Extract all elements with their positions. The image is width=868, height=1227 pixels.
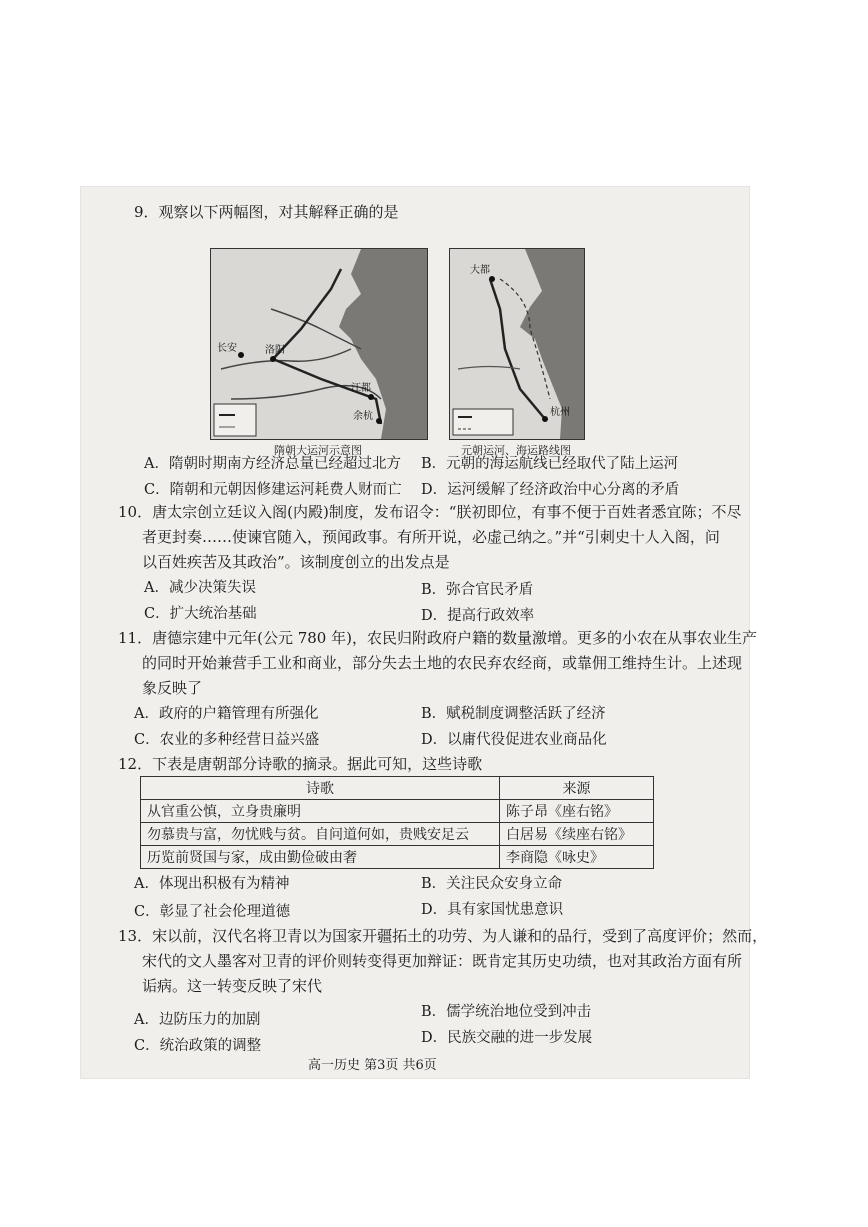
- source-cell: 白居易《续座右铭》: [500, 823, 654, 846]
- q10-option-a: A．减少决策失误: [144, 580, 256, 596]
- poem-cell: 从官重公慎，立身贵廉明: [141, 800, 500, 823]
- q13-stem-line: 13．宋以前，汉代名将卫青以为国家开疆拓土的功劳、为人谦和的品行，受到了高度评价；然而，: [118, 927, 768, 945]
- q12-option-b: B．关注民众安身立命: [421, 876, 563, 892]
- q13-stem: [118, 924, 767, 999]
- sui-map-label: 长安: [217, 343, 237, 354]
- yuan-map-label: 大都: [470, 265, 490, 276]
- source-column-header: 来源: [500, 777, 654, 800]
- source-cell: 陈子昂《座右铭》: [500, 800, 654, 823]
- sui-canal-map: [210, 248, 428, 440]
- q12-option-a: A．体现出积极有为精神: [134, 876, 290, 892]
- page-footer: 高一历史 第3页 共6页: [308, 1058, 437, 1073]
- poem-table: [140, 776, 654, 869]
- q11-option-c: C．农业的多种经营日益兴盛: [134, 732, 320, 748]
- q11-option-a: A．政府的户籍管理有所强化: [134, 706, 319, 722]
- q9-stem: 9．观察以下两幅图，对其解释正确的是: [134, 203, 399, 221]
- q10-option-c: C．扩大统治基础: [144, 606, 257, 622]
- sui-map-label: 洛阳: [265, 345, 285, 356]
- source-cell: 李商隐《咏史》: [500, 846, 654, 869]
- poem-cell: 勿慕贵与富，勿忧贱与贫。自问道何如，贵贱安足云: [141, 823, 500, 846]
- yuan-canal-map-drawing: [450, 249, 584, 439]
- q10-option-b: B．弥合官民矛盾: [421, 582, 534, 598]
- q11-stem-line: 11．唐德宗建中元年(公元 780 年)，农民归附政府户籍的数量激增。更多的小农在从事农业生产: [118, 629, 757, 647]
- q13-option-a: A．边防压力的加剧: [134, 1012, 261, 1028]
- table-row: [141, 823, 654, 846]
- q11-option-b: B．赋税制度调整活跃了经济: [421, 706, 606, 722]
- exam-paper: [80, 186, 768, 1079]
- q9-option-a: A．隋朝时期南方经济总量已经超过北方: [144, 456, 401, 472]
- q11-option-d: D．以庸代役促进农业商品化: [421, 732, 607, 748]
- q12-stem: 12．下表是唐朝部分诗歌的摘录。据此可知，这些诗歌: [118, 755, 483, 773]
- poem-table-header: [141, 777, 654, 800]
- sui-map-label: 江都: [351, 383, 371, 394]
- q10-stem-line: 者更封奏……使谏官随入，预闻政事。有所开说，必虚己纳之。”并“引刺史十人入阁，问: [142, 528, 720, 546]
- table-row: [141, 800, 654, 823]
- q10-stem: [118, 500, 741, 575]
- q9-option-d: D．运河缓解了经济政治中心分离的矛盾: [421, 482, 680, 498]
- q10-stem-line: 以百姓疾苦及其政治”。该制度创立的出发点是: [142, 553, 450, 571]
- q10-stem-line: 10．唐太宗创立廷议入阁(内殿)制度，发布诏令：“朕初即位，有事不便于百姓者悉宜陈；不尽: [118, 503, 742, 521]
- q13-option-b: B．儒学统治地位受到冲击: [421, 1004, 592, 1020]
- q12-option-d: D．具有家国忧患意识: [421, 902, 564, 918]
- q13-stem-line: 诟病。这一转变反映了宋代: [142, 977, 323, 995]
- yuan-canal-map: [449, 248, 585, 440]
- q13-stem-line: 宋代的文人墨客对卫青的评价则转变得更加辩证：既肯定其历史功绩，也对其政治方面有所: [142, 952, 743, 970]
- sui-map-label: 余杭: [353, 411, 373, 422]
- q11-stem-line: 象反映了: [142, 679, 203, 697]
- table-row: [141, 846, 654, 869]
- q12-option-c: C．彰显了社会伦理道德: [134, 904, 291, 920]
- q11-stem: [118, 626, 757, 701]
- q10-option-d: D．提高行政效率: [421, 608, 535, 624]
- poem-cell: 历览前贤国与家，成由勤俭破由奢: [141, 846, 500, 869]
- yuan-map-caption: 元朝运河、海运路线图: [461, 444, 571, 457]
- yuan-map-label: 杭州: [550, 407, 570, 418]
- q9-option-b: B．元朝的海运航线已经取代了陆上运河: [421, 456, 679, 472]
- sui-canal-map-drawing: [211, 249, 427, 439]
- q13-option-c: C．统治政策的调整: [134, 1038, 262, 1054]
- q9-option-c: C．隋朝和元朝因修建运河耗费人财而亡: [144, 482, 402, 498]
- q11-stem-line: 的同时开始兼营手工业和商业，部分失去土地的农民弃农经商，或靠佣工维持生计。上述现: [142, 654, 743, 672]
- poem-column-header: 诗歌: [141, 777, 500, 800]
- sui-map-caption: 隋朝大运河示意图: [274, 444, 362, 457]
- q13-option-d: D．民族交融的进一步发展: [421, 1030, 593, 1046]
